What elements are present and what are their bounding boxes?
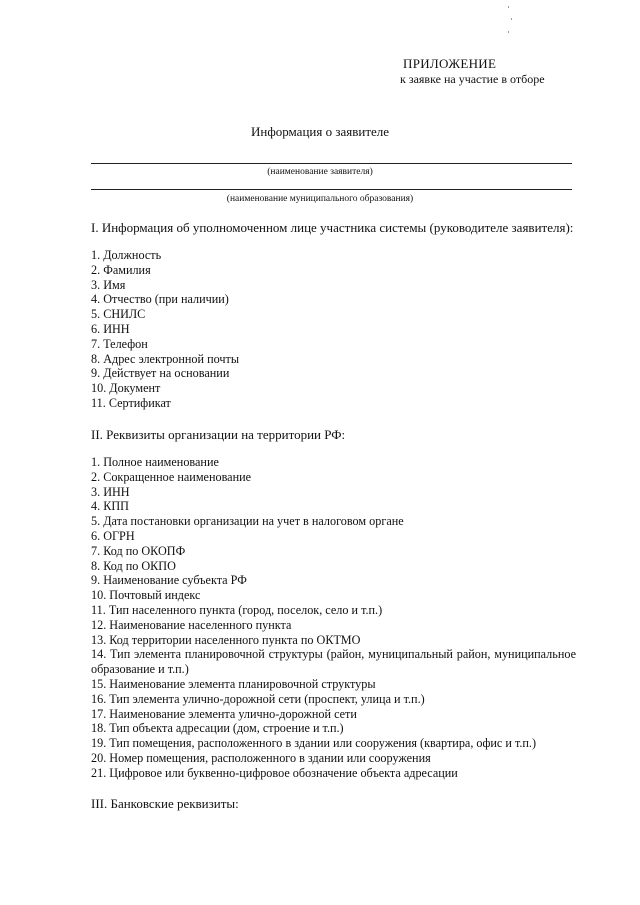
- municipality-name-line: [91, 189, 572, 190]
- list-item: 15. Наименование элемента планировочной структуры: [91, 676, 376, 691]
- list-item: 8. Код по ОКПО: [91, 558, 176, 573]
- appendix-subtitle: к заявке на участие в отборе: [400, 72, 545, 86]
- applicant-name-caption: (наименование заявителя): [267, 167, 373, 177]
- list-item: 16. Тип элемента улично-дорожной сети (проспект, улица и т.п.): [91, 691, 425, 706]
- list-item: 3. Имя: [91, 277, 126, 292]
- list-item: 17. Наименование элемента улично-дорожной сети: [91, 706, 357, 721]
- municipality-name-caption: (наименование муниципального образования): [226, 194, 414, 204]
- appendix-title: ПРИЛОЖЕНИЕ: [403, 56, 497, 71]
- document-title: Информация о заявителе: [250, 124, 390, 139]
- list-item: 1. Полное наименование: [91, 455, 219, 469]
- list-item: 20. Номер помещения, расположенного в здании или сооружения: [91, 750, 431, 765]
- list-item: 5. Дата постановки организации на учет в налоговом органе: [91, 514, 404, 529]
- list-item: 7. Код по ОКОПФ: [91, 543, 186, 558]
- list-item: 19. Тип помещения, расположенного в здании или сооружения (квартира, офис и т.п.): [91, 736, 537, 751]
- representative-list: [91, 248, 576, 411]
- appendix-header: [400, 56, 603, 87]
- list-item: 13. Код территории населенного пункта по ОКТМО: [91, 632, 361, 647]
- section-title-bank: III. Банковские реквизиты:: [91, 796, 239, 811]
- list-item: 9. Действует на основании: [91, 366, 230, 381]
- applicant-name-line: [91, 163, 572, 164]
- list-item: 3. ИНН: [91, 484, 130, 499]
- list-item: 5. СНИЛС: [91, 307, 146, 322]
- list-item: 11. Сертификат: [91, 395, 171, 410]
- list-item: 14. Тип элемента планировочной структуры (район, муниципальный район, муниципальное образование и т.п.): [91, 647, 576, 677]
- list-item: 2. Сокращенное наименование: [91, 469, 252, 484]
- section-title-organization: II. Реквизиты организации на территории РФ:: [91, 427, 346, 442]
- list-item: 8. Адрес электронной почты: [91, 351, 240, 366]
- organization-list: [91, 455, 576, 781]
- list-item: 21. Цифровое или буквенно-цифровое обозначение объекта адресации: [91, 765, 458, 780]
- list-item: 9. Наименование субъекта РФ: [91, 573, 247, 588]
- list-item: 6. ИНН: [91, 321, 130, 336]
- list-item: 1. Должность: [91, 248, 162, 262]
- section-title-representative: I. Информация об уполномоченном лице участника системы (руководителе заявителя):: [91, 220, 574, 235]
- scan-speck: [508, 31, 509, 33]
- scan-speck: [508, 6, 509, 8]
- list-item: 4. КПП: [91, 499, 129, 514]
- list-item: 6. ОГРН: [91, 528, 135, 543]
- list-item: 7. Телефон: [91, 336, 148, 351]
- list-item: 10. Почтовый индекс: [91, 588, 201, 603]
- list-item: 11. Тип населенного пункта (город, поселок, село и т.п.): [91, 602, 383, 617]
- list-item: 2. Фамилия: [91, 262, 151, 277]
- list-item: 12. Наименование населенного пункта: [91, 617, 292, 632]
- list-item: 4. Отчество (при наличии): [91, 292, 229, 307]
- scan-speck: [511, 18, 512, 20]
- list-item: 10. Документ: [91, 381, 161, 396]
- list-item: 18. Тип объекта адресации (дом, строение и т.п.): [91, 721, 344, 736]
